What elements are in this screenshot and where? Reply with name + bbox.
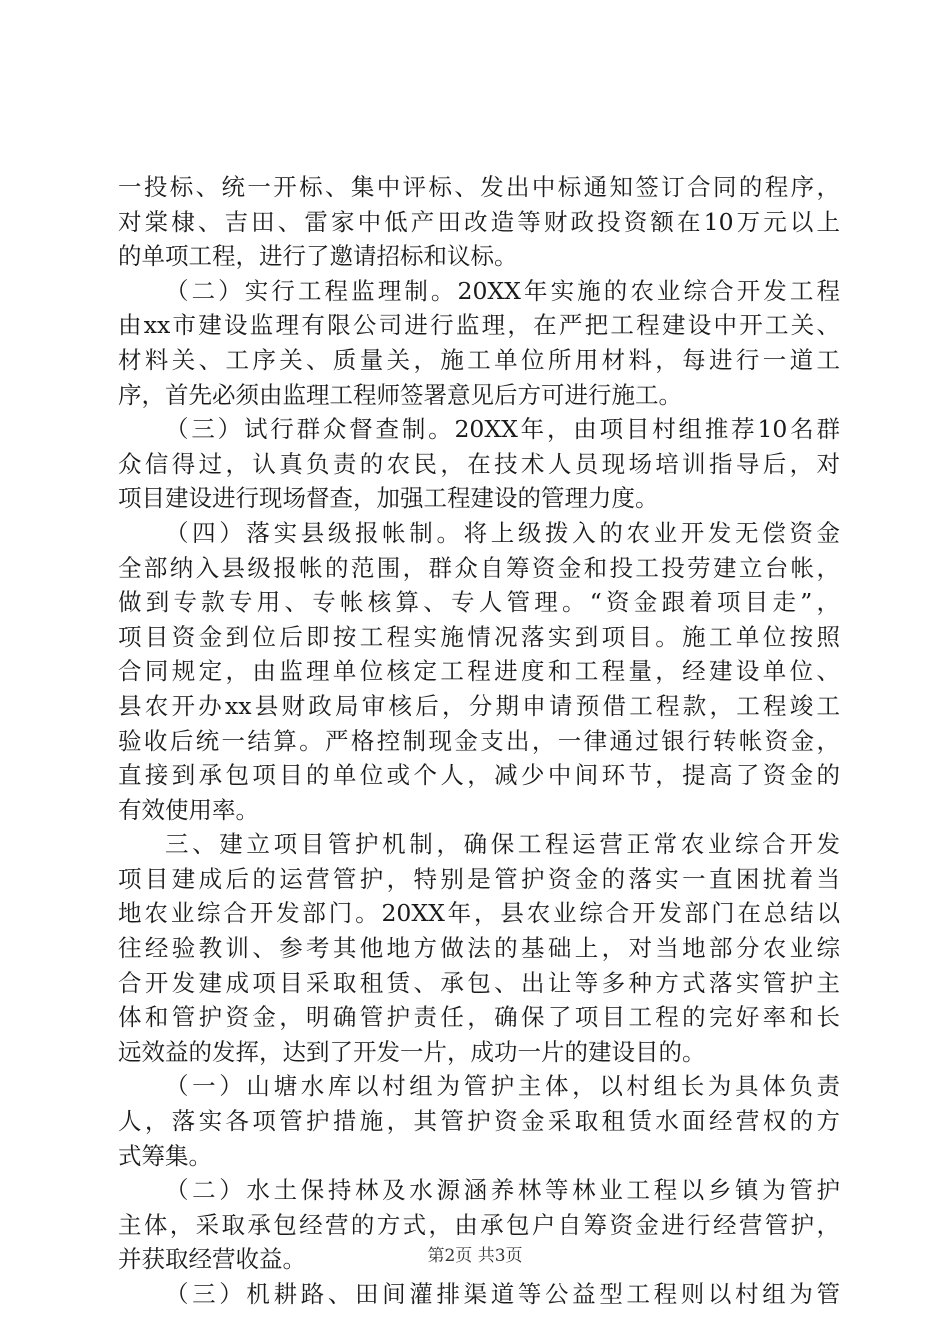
text-line: 项目资金到位后即按工程实施情况落实到项目。施工单位按照 — [118, 622, 840, 651]
text-line: 序，首先必须由监理工程师签署意见后方可进行施工。 — [118, 380, 682, 409]
text-line: 合同规定，由监理单位核定工程进度和工程量，经建设单位、 — [118, 657, 840, 686]
text-line: （二）水土保持林及水源涵养林等林业工程以乡镇为管护 — [165, 1176, 840, 1205]
text-line: 项目建成后的运营管护，特别是管护资金的落实一直困扰着当 — [118, 864, 840, 893]
text-line: 地农业综合开发部门。20XX年，县农业综合开发部门在总结以 — [118, 899, 840, 928]
text-line: 有效使用率。 — [118, 795, 259, 824]
text-line: 的单项工程，进行了邀请招标和议标。 — [118, 242, 518, 271]
document-body — [118, 170, 840, 1312]
text-line: （四）落实县级报帐制。将上级拨入的农业开发无偿资金 — [165, 518, 840, 547]
text-line: 由xx市建设监理有限公司进行监理，在严把工程建设中开工关、 — [118, 311, 840, 340]
text-line: 一投标、统一开标、集中评标、发出中标通知签订合同的程序， — [118, 173, 840, 201]
text-line: 人，落实各项管护措施，其管护资金采取租赁水面经营权的方 — [118, 1107, 840, 1136]
text-line: 往经验教训、参考其他地方做法的基础上，对当地部分农业综 — [118, 934, 840, 963]
text-line: （二）实行工程监理制。20XX年实施的农业综合开发工程 — [165, 276, 840, 305]
text-line: 做到专款专用、专帐核算、专人管理。“资金跟着项目走”， — [118, 588, 840, 617]
text-line: 验收后统一结算。严格控制现金支出，一律通过银行转帐资金， — [118, 726, 840, 755]
text-line: 并获取经营收益。 — [118, 1245, 306, 1274]
text-line: 远效益的发挥，达到了开发一片，成功一片的建设目的。 — [118, 1037, 706, 1066]
text-line: 三、建立项目管护机制，确保工程运营正常农业综合开发 — [165, 830, 840, 859]
text-line: 全部纳入县级报帐的范围，群众自筹资金和投工投劳建立台帐， — [118, 553, 840, 582]
text-line: （一）山塘水库以村组为管护主体，以村组长为具体负责 — [165, 1072, 840, 1101]
page-footer: 第2页 共3页 — [427, 1246, 523, 1266]
text-line: 式筹集。 — [118, 1141, 212, 1170]
text-line: 众信得过，认真负责的农民，在技术人员现场培训指导后，对 — [118, 449, 840, 478]
text-line: 项目建设进行现场督查，加强工程建设的管理力度。 — [118, 484, 659, 513]
text-line: 主体，采取承包经营的方式，由承包户自筹资金进行经营管护， — [118, 1210, 840, 1239]
text-line: 直接到承包项目的单位或个人，减少中间环节，提高了资金的 — [118, 761, 840, 790]
text-line: 合开发建成项目采取租赁、承包、出让等多种方式落实管护主 — [118, 968, 840, 997]
text-line: 县农开办xx县财政局审核后，分期申请预借工程款，工程竣工 — [118, 691, 840, 720]
text-line: 体和管护资金，明确管护责任，确保了项目工程的完好率和长 — [118, 1003, 840, 1032]
text-line: （三）试行群众督查制。20XX年，由项目村组推荐10名群 — [165, 415, 840, 444]
text-line: （三）机耕路、田间灌排渠道等公益型工程则以村组为管 — [165, 1280, 840, 1308]
text-line: 对棠棣、吉田、雷家中低产田改造等财政投资额在10万元以上 — [118, 207, 840, 236]
text-line: 材料关、工序关、质量关，施工单位所用材料，每进行一道工 — [118, 345, 840, 374]
